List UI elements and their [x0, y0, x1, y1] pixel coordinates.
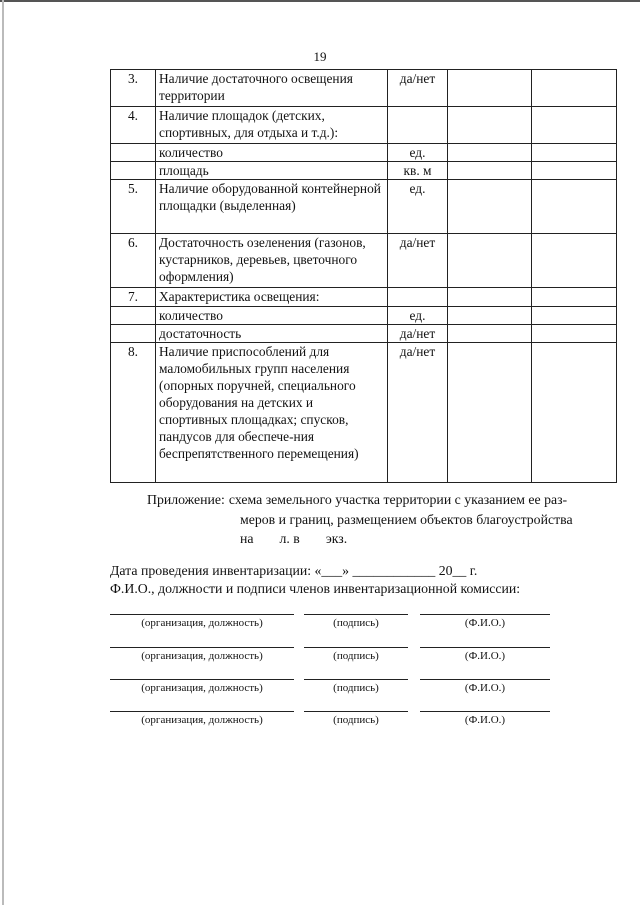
empty-cell[interactable] — [532, 325, 617, 343]
signature-line[interactable] — [304, 647, 408, 648]
appendix-continuation: меров и границ, размещением объектов благоустройства — [240, 511, 573, 527]
signature-row — [110, 647, 550, 667]
org-line[interactable] — [110, 711, 294, 712]
org-caption: (организация, должность) — [141, 714, 263, 726]
row-text: Наличие приспособлений для маломобильных групп населения (опорных поручней, специального оборудования на детских и спортивных площадках; спусков, пандусов для обеспече-ния беспрепятственного перемещения) — [156, 343, 388, 483]
row-unit: ед. — [388, 144, 448, 162]
row-unit: кв. м — [388, 162, 448, 180]
signature-line[interactable] — [304, 711, 408, 712]
table-row — [111, 107, 617, 144]
table-row — [111, 70, 617, 107]
org-caption: (организация, должность) — [141, 650, 263, 662]
row-number — [111, 162, 156, 180]
table-row — [111, 307, 617, 325]
row-text: достаточность — [156, 325, 388, 343]
inventory-table — [110, 69, 617, 483]
fio-caption: (Ф.И.О.) — [464, 617, 506, 629]
row-text: Характеристика освещения: — [156, 288, 388, 307]
commission-members-line: Ф.И.О., должности и подписи членов инвентаризационной комиссии: — [110, 581, 521, 596]
org-line[interactable] — [110, 647, 294, 648]
signature-caption: (подпись) — [333, 617, 379, 629]
fio-line[interactable] — [420, 647, 550, 648]
org-line[interactable] — [110, 614, 294, 615]
empty-cell[interactable] — [448, 107, 532, 144]
appendix-sheets-line — [147, 529, 573, 549]
row-text: Наличие достаточного освещения территории — [156, 70, 388, 107]
scan-mark-left — [2, 0, 4, 905]
appendix-sheets: л. в — [279, 531, 300, 546]
empty-cell[interactable] — [448, 343, 532, 483]
row-number: 7. — [111, 288, 156, 307]
empty-cell[interactable] — [532, 234, 617, 288]
empty-cell[interactable] — [532, 180, 617, 234]
org-caption: (организация, должность) — [141, 682, 263, 694]
org-caption: (организация, должность) — [141, 617, 263, 629]
empty-cell[interactable] — [448, 307, 532, 325]
row-number — [111, 144, 156, 162]
empty-cell[interactable] — [448, 144, 532, 162]
table-row — [111, 234, 617, 288]
empty-cell[interactable] — [532, 144, 617, 162]
fio-line[interactable] — [420, 679, 550, 680]
row-unit — [388, 107, 448, 144]
empty-cell[interactable] — [448, 180, 532, 234]
page-number: 19 — [313, 49, 327, 64]
row-text: количество — [156, 144, 388, 162]
row-text: Наличие оборудованной контейнерной площадки (выделенная) — [156, 180, 388, 234]
appendix-block — [147, 490, 573, 549]
table-row — [111, 288, 617, 307]
fio-caption: (Ф.И.О.) — [464, 714, 506, 726]
org-line[interactable] — [110, 679, 294, 680]
empty-cell[interactable] — [448, 325, 532, 343]
signature-row — [110, 711, 550, 731]
appendix-text: схема земельного участка территории с указанием ее раз- — [228, 492, 568, 507]
row-unit: ед. — [388, 180, 448, 234]
row-text: количество — [156, 307, 388, 325]
table-row — [111, 162, 617, 180]
empty-cell[interactable] — [532, 288, 617, 307]
row-unit: да/нет — [388, 234, 448, 288]
row-text: Наличие площадок (детских, спортивных, для отдыха и т.д.): — [156, 107, 388, 144]
table-row — [111, 325, 617, 343]
empty-cell[interactable] — [448, 234, 532, 288]
row-number — [111, 307, 156, 325]
row-number: 6. — [111, 234, 156, 288]
row-text: Достаточность озеленения (газонов, кустарников, деревьев, цветочного оформления) — [156, 234, 388, 288]
signature-row — [110, 614, 550, 634]
table-row — [111, 144, 617, 162]
empty-cell[interactable] — [532, 107, 617, 144]
fio-line[interactable] — [420, 711, 550, 712]
row-unit: да/нет — [388, 325, 448, 343]
scan-mark-top — [0, 0, 640, 2]
empty-cell[interactable] — [532, 343, 617, 483]
row-number: 5. — [111, 180, 156, 234]
empty-cell[interactable] — [448, 288, 532, 307]
row-number — [111, 325, 156, 343]
empty-cell[interactable] — [448, 70, 532, 107]
row-number: 8. — [111, 343, 156, 483]
empty-cell[interactable] — [448, 162, 532, 180]
signature-caption: (подпись) — [333, 650, 379, 662]
row-number: 4. — [111, 107, 156, 144]
signature-row — [110, 679, 550, 699]
table-row — [111, 343, 617, 483]
signature-caption: (подпись) — [333, 682, 379, 694]
row-text: площадь — [156, 162, 388, 180]
row-unit — [388, 288, 448, 307]
row-number: 3. — [111, 70, 156, 107]
empty-cell[interactable] — [532, 307, 617, 325]
row-unit: да/нет — [388, 70, 448, 107]
empty-cell[interactable] — [532, 162, 617, 180]
signature-line[interactable] — [304, 614, 408, 615]
appendix-on: на — [240, 531, 254, 546]
empty-cell[interactable] — [532, 70, 617, 107]
fio-caption: (Ф.И.О.) — [464, 650, 506, 662]
fio-line[interactable] — [420, 614, 550, 615]
table-row — [111, 180, 617, 234]
signature-caption: (подпись) — [333, 714, 379, 726]
row-unit: ед. — [388, 307, 448, 325]
fio-caption: (Ф.И.О.) — [464, 682, 506, 694]
appendix-label: Приложение: — [147, 492, 225, 507]
row-unit: да/нет — [388, 343, 448, 483]
signature-line[interactable] — [304, 679, 408, 680]
inventory-date-line: Дата проведения инвентаризации: «___» ____________ 20__ г. — [110, 563, 478, 578]
appendix-copies: экз. — [325, 531, 348, 546]
